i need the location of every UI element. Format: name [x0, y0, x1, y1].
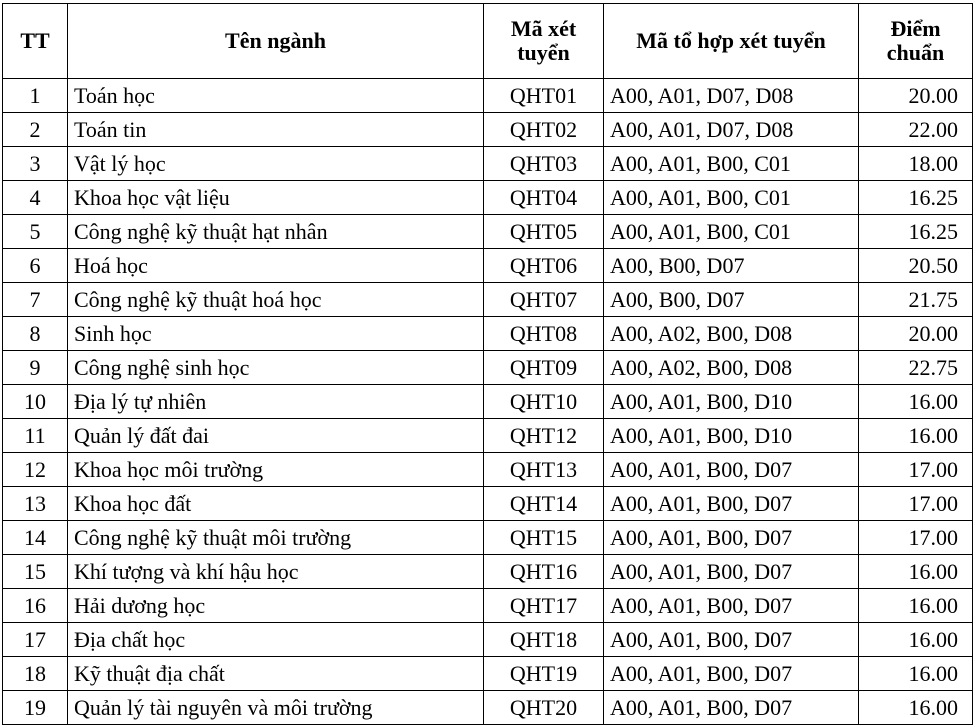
row-number: 14 — [3, 521, 68, 555]
table-row — [3, 555, 973, 589]
cutoff-score: 16.00 — [859, 691, 973, 725]
major-name: Khoa học đất — [68, 487, 484, 521]
major-name: Kỹ thuật địa chất — [68, 657, 484, 691]
major-code: QHT09 — [484, 351, 604, 385]
table-row — [3, 385, 973, 419]
subject-combination: A00, A01, B00, D10 — [604, 385, 859, 419]
subject-combination: A00, A01, D07, D08 — [604, 113, 859, 147]
subject-combination: A00, A01, D07, D08 — [604, 79, 859, 113]
major-name: Toán học — [68, 79, 484, 113]
cutoff-score: 16.00 — [859, 385, 973, 419]
major-code: QHT07 — [484, 283, 604, 317]
cutoff-score: 16.00 — [859, 589, 973, 623]
header-score — [859, 4, 973, 79]
row-number: 11 — [3, 419, 68, 453]
cutoff-score: 20.50 — [859, 249, 973, 283]
cutoff-score: 21.75 — [859, 283, 973, 317]
major-code: QHT12 — [484, 419, 604, 453]
cutoff-score: 16.25 — [859, 181, 973, 215]
table-row — [3, 351, 973, 385]
major-name: Công nghệ kỹ thuật môi trường — [68, 521, 484, 555]
row-number: 19 — [3, 691, 68, 725]
table-row — [3, 215, 973, 249]
row-number: 1 — [3, 79, 68, 113]
row-number: 7 — [3, 283, 68, 317]
header-row — [3, 4, 973, 79]
major-code: QHT15 — [484, 521, 604, 555]
admission-scores-table — [2, 3, 973, 725]
table-row — [3, 623, 973, 657]
subject-combination: A00, A01, B00, D07 — [604, 487, 859, 521]
major-code: QHT20 — [484, 691, 604, 725]
cutoff-score: 17.00 — [859, 453, 973, 487]
cutoff-score: 17.00 — [859, 521, 973, 555]
header-combo: Mã tổ hợp xét tuyển — [604, 4, 859, 79]
major-name: Quản lý đất đai — [68, 419, 484, 453]
row-number: 10 — [3, 385, 68, 419]
major-name: Sinh học — [68, 317, 484, 351]
table-row — [3, 521, 973, 555]
major-name: Vật lý học — [68, 147, 484, 181]
subject-combination: A00, A01, B00, D07 — [604, 453, 859, 487]
subject-combination: A00, A01, B00, D10 — [604, 419, 859, 453]
major-name: Địa lý tự nhiên — [68, 385, 484, 419]
table-row — [3, 657, 973, 691]
subject-combination: A00, A02, B00, D08 — [604, 317, 859, 351]
major-name: Khoa học môi trường — [68, 453, 484, 487]
major-code: QHT16 — [484, 555, 604, 589]
subject-combination: A00, A01, B00, C01 — [604, 147, 859, 181]
header-code-line1: Mã xét — [510, 16, 577, 41]
major-code: QHT05 — [484, 215, 604, 249]
row-number: 12 — [3, 453, 68, 487]
cutoff-score: 16.00 — [859, 623, 973, 657]
row-number: 8 — [3, 317, 68, 351]
row-number: 13 — [3, 487, 68, 521]
row-number: 3 — [3, 147, 68, 181]
table-row — [3, 249, 973, 283]
subject-combination: A00, A01, B00, D07 — [604, 521, 859, 555]
header-code-line2: tuyển — [517, 40, 570, 65]
subject-combination: A00, A02, B00, D08 — [604, 351, 859, 385]
major-code: QHT04 — [484, 181, 604, 215]
subject-combination: A00, A01, B00, D07 — [604, 555, 859, 589]
header-tt: TT — [3, 4, 68, 79]
major-name: Quản lý tài nguyên và môi trường — [68, 691, 484, 725]
header-code — [484, 4, 604, 79]
subject-combination: A00, A01, B00, D07 — [604, 691, 859, 725]
major-code: QHT06 — [484, 249, 604, 283]
cutoff-score: 16.00 — [859, 419, 973, 453]
row-number: 5 — [3, 215, 68, 249]
header-name: Tên ngành — [68, 4, 484, 79]
table-row — [3, 419, 973, 453]
cutoff-score: 16.00 — [859, 657, 973, 691]
table-row — [3, 283, 973, 317]
major-name: Hải dương học — [68, 589, 484, 623]
row-number: 6 — [3, 249, 68, 283]
major-code: QHT01 — [484, 79, 604, 113]
major-name: Công nghệ kỹ thuật hạt nhân — [68, 215, 484, 249]
cutoff-score: 17.00 — [859, 487, 973, 521]
row-number: 2 — [3, 113, 68, 147]
cutoff-score: 22.00 — [859, 113, 973, 147]
major-code: QHT18 — [484, 623, 604, 657]
table-row — [3, 147, 973, 181]
table-row — [3, 691, 973, 725]
row-number: 16 — [3, 589, 68, 623]
major-code: QHT17 — [484, 589, 604, 623]
cutoff-score: 18.00 — [859, 147, 973, 181]
major-code: QHT08 — [484, 317, 604, 351]
row-number: 17 — [3, 623, 68, 657]
major-name: Toán tin — [68, 113, 484, 147]
subject-combination: A00, A01, B00, C01 — [604, 215, 859, 249]
row-number: 4 — [3, 181, 68, 215]
table-row — [3, 79, 973, 113]
table-row — [3, 317, 973, 351]
subject-combination: A00, A01, B00, D07 — [604, 657, 859, 691]
header-score-line2: chuẩn — [886, 40, 945, 65]
subject-combination: A00, B00, D07 — [604, 249, 859, 283]
major-name: Khí tượng và khí hậu học — [68, 555, 484, 589]
cutoff-score: 22.75 — [859, 351, 973, 385]
row-number: 9 — [3, 351, 68, 385]
cutoff-score: 16.00 — [859, 555, 973, 589]
header-score-line1: Điểm — [890, 16, 941, 41]
cutoff-score: 20.00 — [859, 79, 973, 113]
table-row — [3, 589, 973, 623]
major-code: QHT13 — [484, 453, 604, 487]
major-name: Hoá học — [68, 249, 484, 283]
major-name: Khoa học vật liệu — [68, 181, 484, 215]
subject-combination: A00, A01, B00, D07 — [604, 623, 859, 657]
row-number: 18 — [3, 657, 68, 691]
cutoff-score: 16.25 — [859, 215, 973, 249]
table-row — [3, 487, 973, 521]
subject-combination: A00, A01, B00, C01 — [604, 181, 859, 215]
subject-combination: A00, A01, B00, D07 — [604, 589, 859, 623]
major-code: QHT02 — [484, 113, 604, 147]
major-name: Địa chất học — [68, 623, 484, 657]
table-row — [3, 113, 973, 147]
cutoff-score: 20.00 — [859, 317, 973, 351]
major-name: Công nghệ sinh học — [68, 351, 484, 385]
subject-combination: A00, B00, D07 — [604, 283, 859, 317]
table-row — [3, 453, 973, 487]
major-name: Công nghệ kỹ thuật hoá học — [68, 283, 484, 317]
major-code: QHT14 — [484, 487, 604, 521]
major-code: QHT19 — [484, 657, 604, 691]
row-number: 15 — [3, 555, 68, 589]
major-code: QHT10 — [484, 385, 604, 419]
table-row — [3, 181, 973, 215]
major-code: QHT03 — [484, 147, 604, 181]
